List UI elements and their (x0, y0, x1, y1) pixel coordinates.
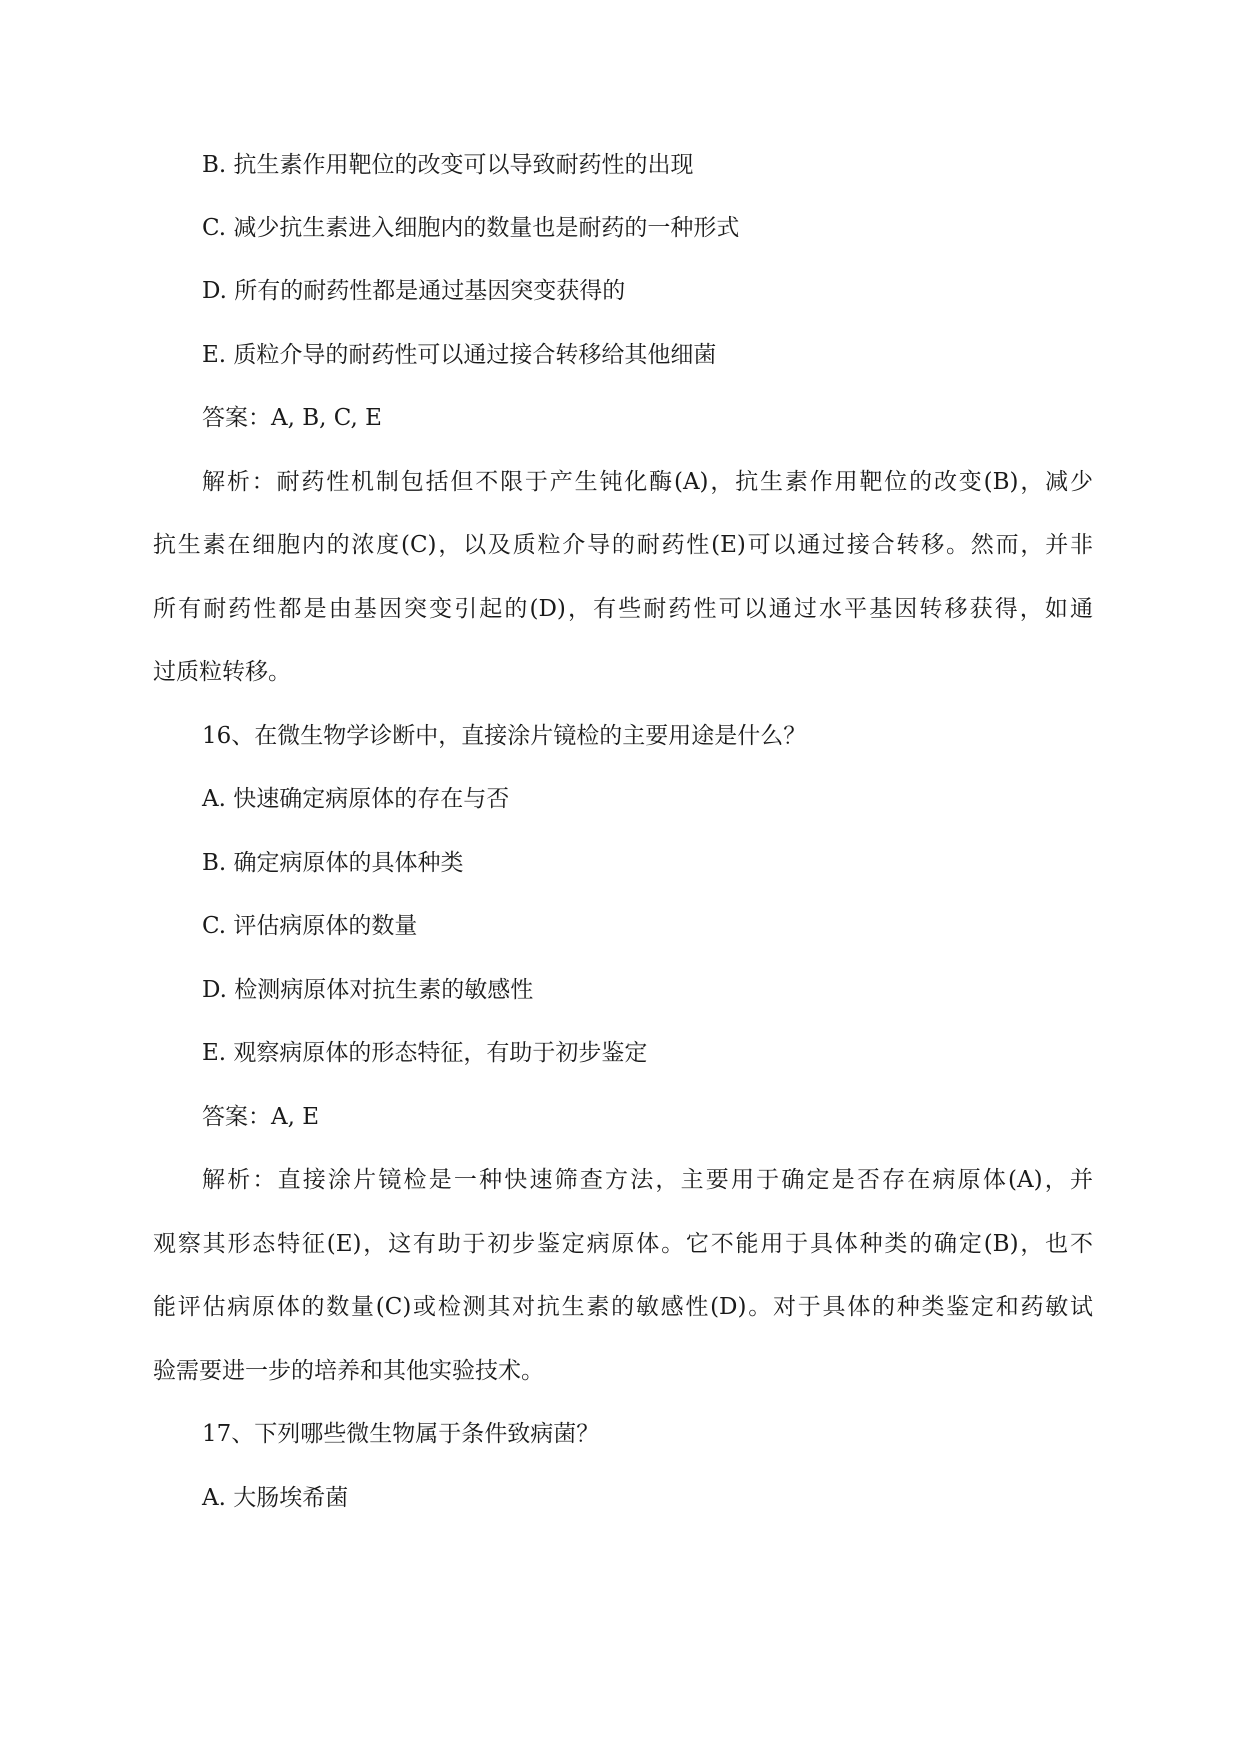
q16-option-b: B. 确定病原体的具体种类 (202, 850, 464, 876)
q16-analysis-line-2: 观察其形态特征(E)，这有助于初步鉴定病原体。它不能用于具体种类的确定(B)，也不 (153, 1231, 1093, 1257)
q16-option-d: D. 检测病原体对抗生素的敏感性 (202, 977, 534, 1003)
q17-option-a: A. 大肠埃希菌 (202, 1485, 349, 1511)
q16-analysis-line-1: 解析：直接涂片镜检是一种快速筛查方法，主要用于确定是否存在病原体(A)，并 (202, 1167, 1093, 1193)
q15-option-e: E. 质粒介导的耐药性可以通过接合转移给其他细菌 (202, 342, 717, 368)
q16-analysis-line-4: 验需要进一步的培养和其他实验技术。 (153, 1358, 544, 1384)
q16-option-e: E. 观察病原体的形态特征，有助于初步鉴定 (202, 1040, 648, 1066)
q15-option-d: D. 所有的耐药性都是通过基因突变获得的 (202, 278, 626, 304)
q16-analysis-line-3: 能评估病原体的数量(C)或检测其对抗生素的敏感性(D)。对于具体的种类鉴定和药敏试 (153, 1294, 1093, 1320)
q16-option-c: C. 评估病原体的数量 (202, 913, 418, 939)
q17-question: 17、下列哪些微生物属于条件致病菌？ (202, 1421, 600, 1447)
q15-answer: 答案：A, B, C, E (202, 405, 382, 431)
q16-question: 16、在微生物学诊断中，直接涂片镜检的主要用途是什么？ (202, 723, 807, 749)
q16-option-a: A. 快速确定病原体的存在与否 (202, 786, 510, 812)
q15-option-c: C. 减少抗生素进入细胞内的数量也是耐药的一种形式 (202, 215, 740, 241)
q15-analysis-line-1: 解析：耐药性机制包括但不限于产生钝化酶(A)，抗生素作用靶位的改变(B)，减少 (202, 469, 1093, 495)
q16-answer: 答案：A, E (202, 1104, 320, 1130)
q15-analysis-line-4: 过质粒转移。 (153, 659, 291, 685)
q15-analysis-line-2: 抗生素在细胞内的浓度(C)，以及质粒介导的耐药性(E)可以通过接合转移。然而，并非 (153, 532, 1093, 558)
q15-option-b: B. 抗生素作用靶位的改变可以导致耐药性的出现 (202, 152, 694, 178)
q15-analysis-line-3: 所有耐药性都是由基因突变引起的(D)，有些耐药性可以通过水平基因转移获得，如通 (153, 596, 1093, 622)
